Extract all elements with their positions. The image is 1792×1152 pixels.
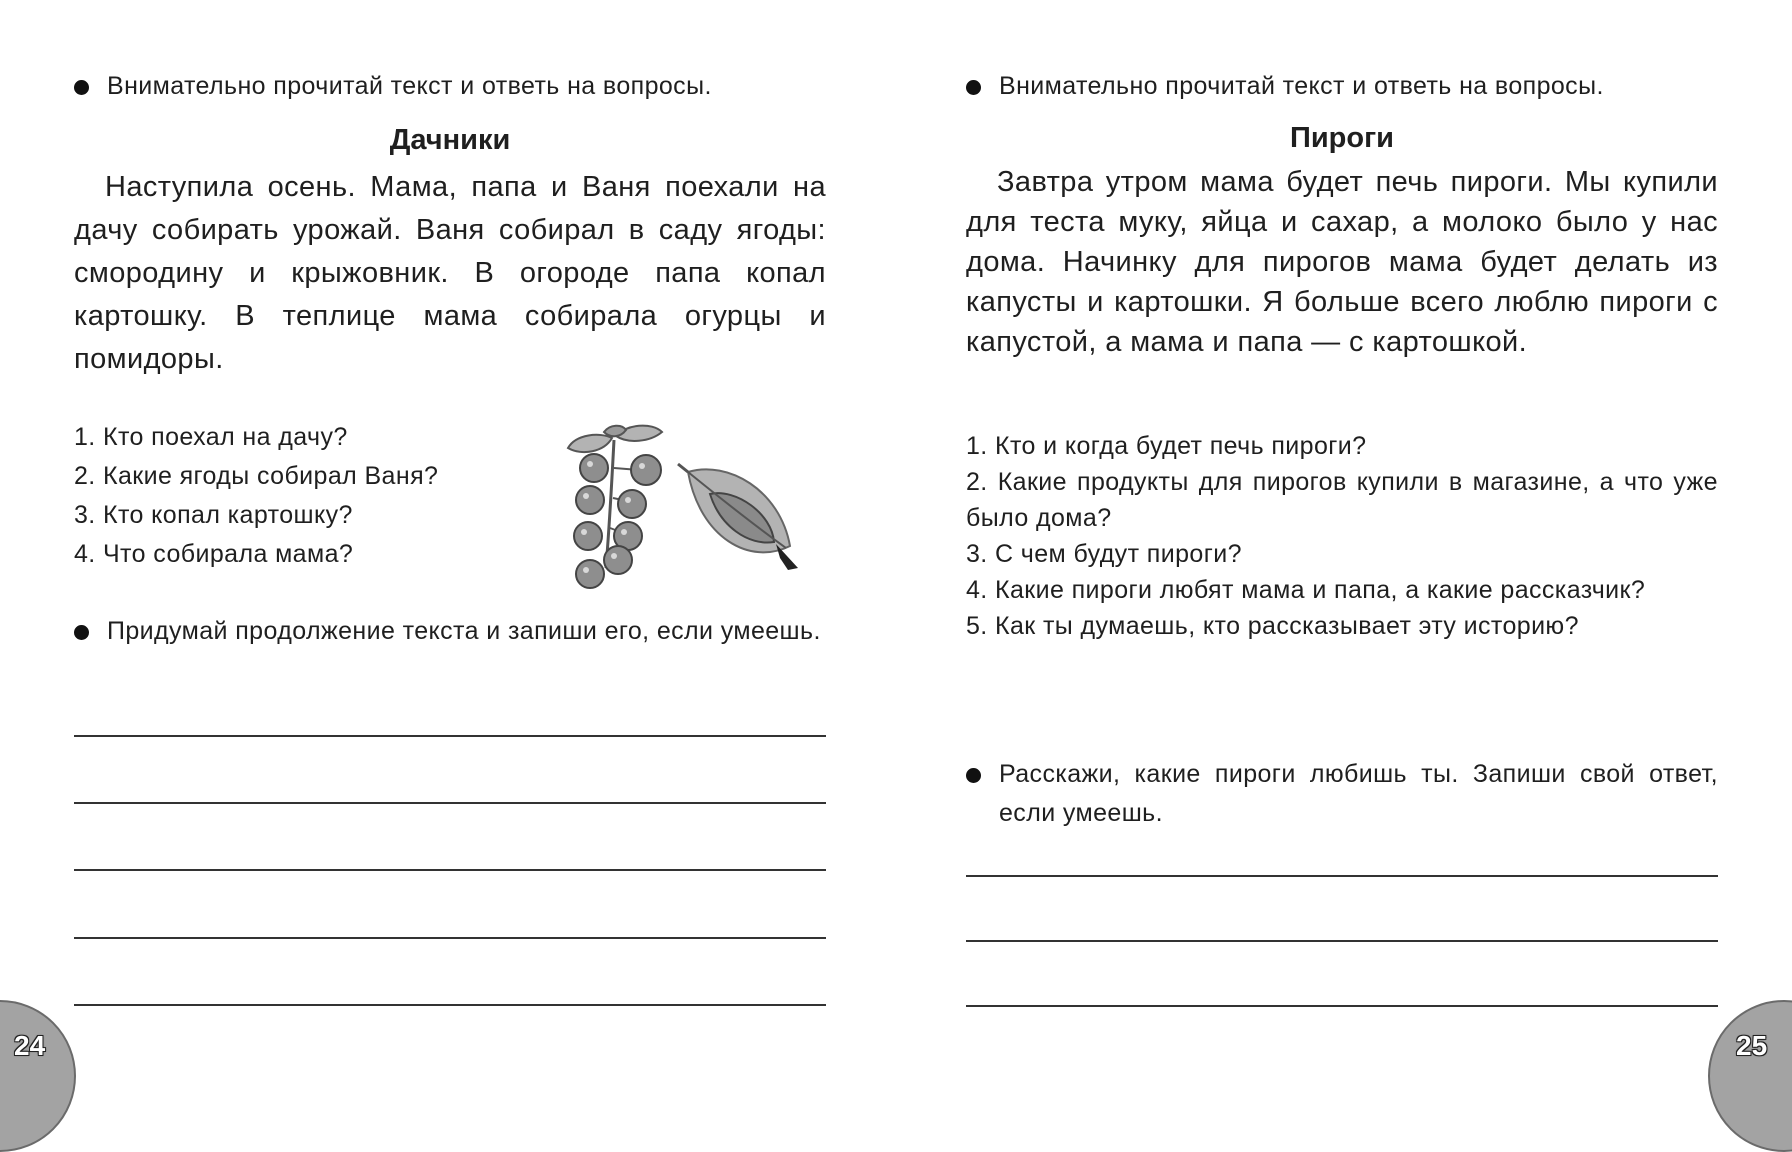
question-item: 2. Какие продукты для пирогов купили в магазине, а что уже было дома? xyxy=(966,468,1718,532)
question-item: 3. С чем будут пироги? xyxy=(966,540,1242,568)
task-text: Придумай продолжение текста и запиши его, если умеешь. xyxy=(107,617,821,645)
story-title-left: Дачники xyxy=(389,124,511,156)
question-item: 4. Что собирала мама? xyxy=(74,540,354,568)
task-text: Расскажи, какие пироги любишь ты. Запиши свой ответ, если умеешь. xyxy=(999,760,1718,827)
question-item: 2. Какие ягоды собирал Ваня? xyxy=(74,462,439,490)
bullet-icon xyxy=(74,625,89,640)
writing-line[interactable] xyxy=(74,735,826,737)
page-number-left: 24 xyxy=(14,1030,46,1061)
instruction-left xyxy=(74,67,826,106)
task-left xyxy=(74,612,826,651)
question-item: 4. Какие пироги любят мама и папа, а какие рассказчик? xyxy=(966,576,1646,604)
page-badge-left xyxy=(0,1000,76,1152)
story-text-right xyxy=(966,162,1718,362)
story-text-left xyxy=(74,166,826,381)
writing-line[interactable] xyxy=(74,802,826,804)
questions-right xyxy=(966,428,1718,644)
bullet-icon xyxy=(966,80,981,95)
berries-illustration xyxy=(560,418,820,598)
writing-line[interactable] xyxy=(966,875,1718,877)
story-paragraph: Наступила осень. Мама, папа и Ваня поехали на дачу собирать урожай. Ваня собирал в саду ягоды: смородину и крыжовник. В огороде папа копал картошку. В теплице мама собирала огурцы и помидоры. xyxy=(74,171,826,375)
right-page xyxy=(896,0,1792,1080)
instruction-right xyxy=(966,67,1718,106)
page-number-right: 25 xyxy=(1736,1030,1768,1061)
writing-line[interactable] xyxy=(966,940,1718,942)
questions-left xyxy=(74,418,554,574)
question-item: 3. Кто копал картошку? xyxy=(74,501,353,529)
question-item: 1. Кто и когда будет печь пироги? xyxy=(966,432,1367,460)
currant-icon xyxy=(568,426,662,588)
bullet-icon xyxy=(966,768,981,783)
question-item: 1. Кто поехал на дачу? xyxy=(74,423,348,451)
story-title-right: Пироги xyxy=(1289,122,1394,154)
bullet-icon xyxy=(74,80,89,95)
instruction-text: Внимательно прочитай текст и ответь на вопросы. xyxy=(107,72,712,100)
instruction-text: Внимательно прочитай текст и ответь на вопросы. xyxy=(999,72,1604,100)
writing-line[interactable] xyxy=(74,937,826,939)
page-badge-right xyxy=(1708,1000,1792,1152)
writing-line[interactable] xyxy=(74,869,826,871)
left-page xyxy=(0,0,896,1080)
writing-line[interactable] xyxy=(74,1004,826,1006)
task-right xyxy=(966,755,1718,833)
writing-line[interactable] xyxy=(966,1005,1718,1007)
story-paragraph: Завтра утром мама будет печь пироги. Мы купили для теста муку, яйца и сахар, а молоко было у нас дома. Начинку для пирогов мама будет делать из капусты и картошки. Я больше всего люблю пироги с капустой, а мама и папа — с картошкой. xyxy=(966,166,1718,358)
gooseberry-icon xyxy=(678,464,798,570)
question-item: 5. Как ты думаешь, кто рассказывает эту историю? xyxy=(966,612,1579,640)
